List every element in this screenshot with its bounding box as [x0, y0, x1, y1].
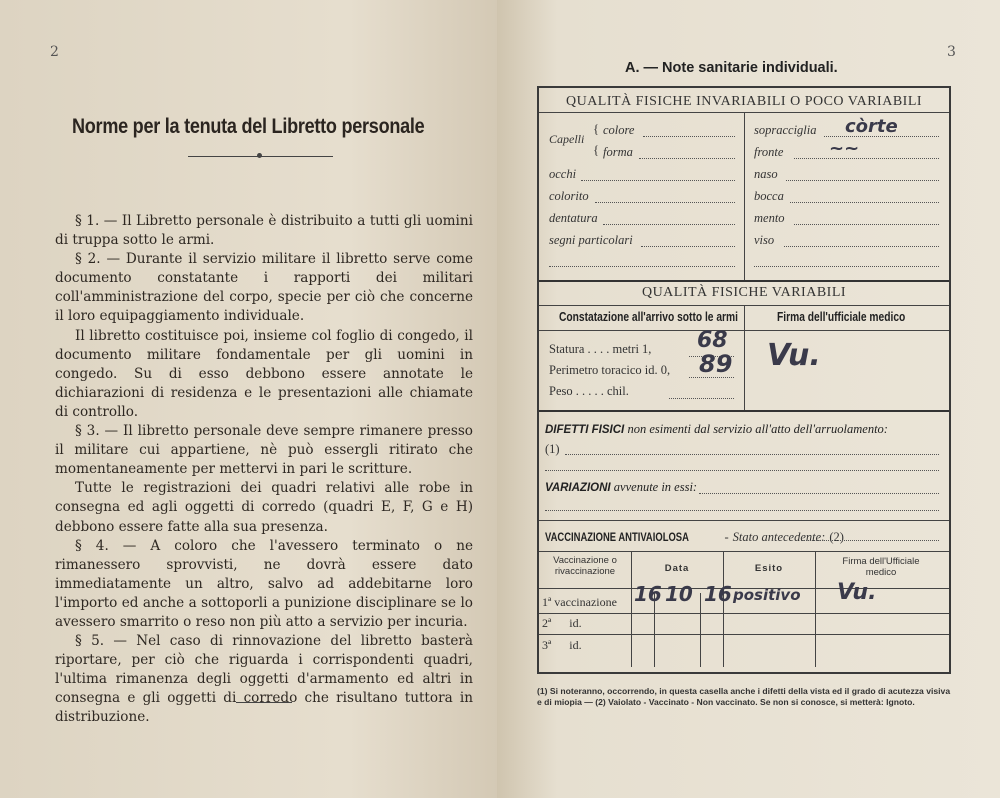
- firma-signature: Vu.: [767, 338, 821, 373]
- fronte-label: fronte: [754, 145, 784, 159]
- fronte-line: [794, 158, 939, 159]
- occhi-label: occhi: [549, 167, 577, 181]
- forma-line: [639, 158, 735, 159]
- variazioni-line-2: [545, 510, 939, 511]
- occhi-line: [581, 180, 735, 181]
- divider: [539, 410, 949, 412]
- segni-line: [641, 246, 735, 247]
- row-1-label: 1ª vaccinazione: [542, 595, 617, 609]
- colorito-label: colorito: [549, 189, 589, 203]
- col-esito: Esito: [754, 563, 784, 574]
- divider: [539, 330, 949, 331]
- column-divider: [744, 305, 745, 410]
- mento-label: mento: [754, 211, 785, 225]
- row-3-label: 3ª id.: [542, 638, 582, 652]
- viso-label: viso: [754, 233, 775, 247]
- variazioni-label: VARIAZIONI: [545, 482, 611, 494]
- table-col: [815, 551, 816, 667]
- footnote: (1) Si noteranno, occorrendo, in questa casella anche i difetti della vista ed il grado di acutezza visiva e di miopia — (2) Vaiolato - Vaccinato - Non vaccinato. Se non si conosce, si metterà: Ignoto.: [537, 686, 951, 707]
- divider: [539, 613, 949, 614]
- col-vaccinazione: Vaccinazione o rivaccinazione: [553, 555, 617, 577]
- table-top: [539, 551, 949, 552]
- row-1-day: 16: [634, 582, 662, 606]
- peso-line: [669, 398, 734, 399]
- sopracciglia-value: còrte: [845, 116, 898, 137]
- constatazione-heading: Constatazione all'arrivo sotto le armi: [559, 310, 739, 324]
- capelli-label: Capelli: [549, 132, 585, 146]
- row-1-month: 10: [665, 582, 693, 606]
- health-form: [537, 86, 951, 674]
- difetti-text: non esimenti dal servizio all'atto dell'arruolamento:: [627, 422, 888, 436]
- page-number-right: 3: [947, 44, 956, 60]
- mento-line: [794, 224, 939, 225]
- forma-label: forma: [603, 145, 633, 159]
- statura-value: 68: [697, 328, 728, 353]
- difetti-label: DIFETTI FISICI: [545, 424, 625, 436]
- rules-text: [55, 212, 473, 728]
- col-data: Data: [664, 563, 690, 574]
- variazioni-text: avvenute in essi:: [613, 480, 698, 494]
- variable-heading: QUALITÀ FISICHE VARIABILI: [641, 285, 847, 300]
- difetti-line: [545, 422, 888, 437]
- variazioni-line: [545, 480, 697, 495]
- viso-line: [784, 246, 939, 247]
- paragraph-6: § 4. — A coloro che l'avessero terminato o ne rimanessero sprovvisti, ne dovrà essere dato immediatamente un altro, salvo ad addebitarne loro l'importo ed anche a sottoporli a punizione disciplinare se lo avessero smarrito o reso non più atto a servizio per incuria.: [55, 537, 473, 630]
- paragraph-4: § 3. — Il libretto personale deve sempre rimanere presso il militare cui appartiene, nè può essergli ritirato che momentaneamente per mettervi in pari le scritture.: [55, 423, 473, 478]
- difetti-line-2: [545, 470, 939, 471]
- statura-label: Statura . . . . metri 1,: [549, 342, 652, 356]
- column-divider: [744, 112, 745, 280]
- title-rule-dot: [257, 153, 262, 158]
- vaccinazione-label: VACCINAZIONE ANTIVAIOLOSA: [545, 532, 689, 544]
- segni-line-2: [549, 266, 735, 267]
- perimetro-value: 89: [699, 350, 733, 378]
- divider: [539, 634, 949, 635]
- sopracciglia-label: sopracciglia: [754, 123, 817, 137]
- stato-text: Stato antecedente:: [732, 530, 826, 544]
- left-page: [0, 0, 497, 798]
- row-1-firma: Vu.: [837, 580, 877, 605]
- viso-line-2: [754, 266, 939, 267]
- difetti-line-1: [565, 454, 939, 455]
- peso-label: Peso . . . . . chil.: [549, 384, 629, 398]
- colorito-line: [595, 202, 735, 203]
- paragraph-7: § 5. — Nel caso di rinnovazione del libretto basterà riportare, per ciò che riguarda i corrispondenti quadri, l'ultima rimanenza degli oggetti d'armamento ed altri in consegna e gli oggetti di corredo che risultano tuttora in distribuzione.: [55, 633, 473, 726]
- segni-label: segni particolari: [549, 233, 633, 247]
- variazioni-line-1: [699, 493, 939, 494]
- paragraph-2: § 2. — Durante il servizio militare il libretto serve come documento constatante i rapporti dei militari coll'amministrazione del corpo, specie per ciò che concerne il loro equipaggiamento individuale.: [55, 251, 473, 325]
- invariable-heading: QUALITÀ FISICHE INVARIABILI O POCO VARIABILI: [565, 94, 923, 109]
- stato-note: (2): [829, 530, 844, 544]
- brace-icon: {: [593, 143, 599, 157]
- divider: [539, 520, 949, 521]
- date-subcol: [700, 593, 701, 667]
- end-rule: [236, 702, 292, 703]
- stato-line: [801, 540, 939, 541]
- dentatura-line: [603, 224, 735, 225]
- naso-label: naso: [754, 167, 778, 181]
- row-2-label: 2ª id.: [542, 616, 582, 630]
- paragraph-1: § 1. — Il Libretto personale è distribuito a tutti gli uomini di truppa sotto le armi.: [55, 213, 473, 249]
- firma-heading: Firma dell'ufficiale medico: [777, 310, 906, 324]
- paragraph-3: Il libretto costituisce poi, insieme col foglio di congedo, il documento militare fondamentale per gli uomini in congedo. Su di esso debbono essere annotate le dichiarazioni di residenza e le presentazioni alle chiamate di controllo.: [55, 327, 473, 420]
- row-1-year: 16: [704, 582, 732, 606]
- colore-label: colore: [603, 123, 635, 137]
- dentatura-label: dentatura: [549, 211, 598, 225]
- difetti-note: (1): [545, 442, 560, 456]
- row-1-esito: positivo: [733, 586, 801, 604]
- right-page: [497, 0, 1000, 798]
- colore-line: [643, 136, 735, 137]
- divider: [539, 280, 949, 282]
- col-firma: Firma dell'Ufficiale medico: [842, 556, 920, 578]
- naso-line: [786, 180, 939, 181]
- perimetro-label: Perimetro toracico id. 0,: [549, 363, 671, 377]
- page-title-right: A. — Note sanitarie individuali.: [625, 60, 838, 76]
- page-number-left: 2: [50, 44, 59, 60]
- vaccinazione-dash: -: [724, 530, 729, 544]
- fronte-value: ~~: [829, 138, 860, 159]
- bocca-label: bocca: [754, 189, 784, 203]
- vaccinazione-line: [545, 528, 844, 546]
- page-title-left: Norme per la tenuta del Libretto personale: [72, 115, 425, 138]
- paragraph-5: Tutte le registrazioni dei quadri relativi alle robe in consegna ed agli oggetti di corredo (quadri E, F, G e H) debbono essere fatte alla sua presenza.: [55, 480, 473, 535]
- bocca-line: [790, 202, 939, 203]
- brace-icon: {: [593, 122, 599, 136]
